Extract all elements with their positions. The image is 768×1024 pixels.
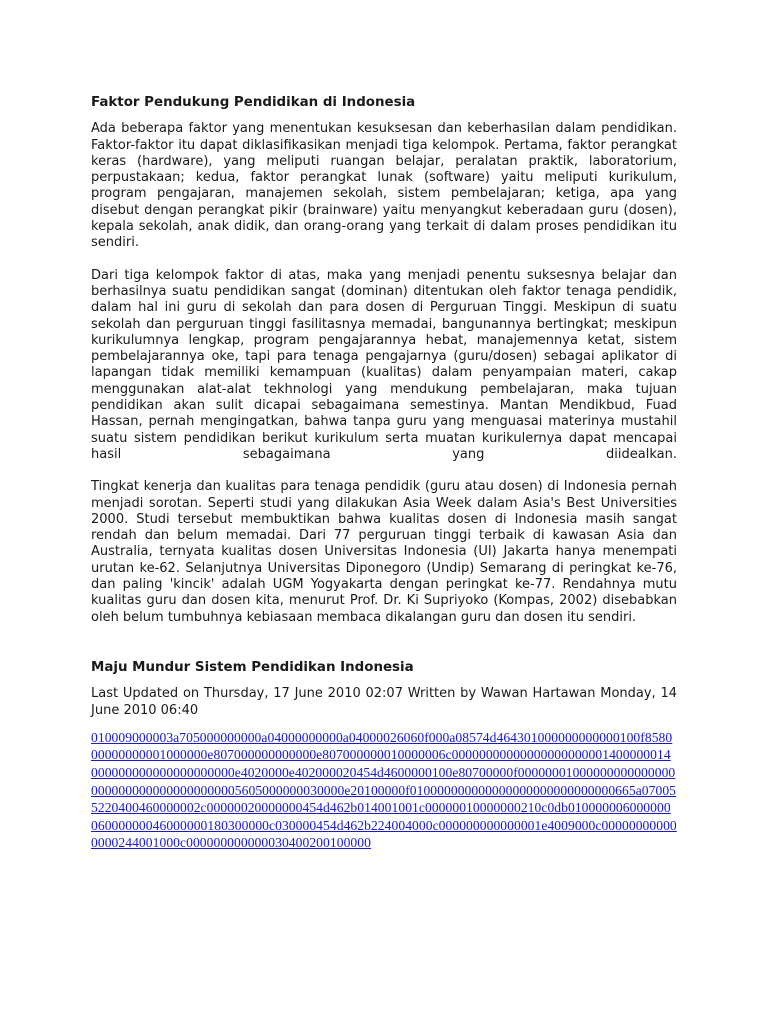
section-title-faktor-pendukung: Faktor Pendukung Pendidikan di Indonesia [91,95,416,110]
paragraph-faktor-3: Tingkat kenerja dan kualitas para tenaga pendidik (guru atau dosen) di Indonesia pernah menjadi sorotan. Seperti studi yang dilakukan Asia Week dalam Asia's Best Universities 2000. Studi tersebut membuktikan bahwa kualitas dosen di Indonesia masih sangat rendah dan belum memadai. Dari 77 perguruan tinggi terbaik di kawasan Asia dan Australia, ternyata kualitas dosen Universitas Indonesia (UI) Jakarta hanya menempati urutan ke-62. Selanjutnya Universitas Diponegoro (Undip) Semarang di peringkat ke-76, dan paling 'kincik' adalah UGM Yogyakarta dengan peringkat ke-77. Rendahnya mutu kualitas guru dan dosen kita, menurut Prof. Dr. Ki Supriyoko (Kompas, 2002) disebabkan oleh belum tumbuhnya kebiasaan membaca dikalangan guru dan dosen itu sendiri. [91,479,677,625]
document-page [91,95,677,852]
section-title-maju-mundur: Maju Mundur Sistem Pendidikan Indonesia [91,659,414,675]
paragraph-faktor-1: Ada beberapa faktor yang menentukan kesuksesan dan keberhasilan dalam pendidikan. Faktor-faktor itu dapat diklasifikasikan menjadi tiga kelompok. Pertama, faktor perangkat keras (hardware), yang meliputi ruangan belajar, peralatan praktik, laboratorium, perpustakaan; kedua, faktor perangkat lunak (software) yaitu meliputi kurikulum, program pengajaran, manajemen sekolah, sistem pembelajaran; ketiga, apa yang disebut dengan perangkat pikir (brainware) yaitu menyangkut keberadaan guru (dosen), kepala sekolah, anak didik, dan orang-orang yang terkait di dalam proses pendidikan itu sendiri. [91,121,677,251]
paragraph-faktor-2: Dari tiga kelompok faktor di atas, maka yang menjadi penentu suksesnya belajar dan berhasilnya suatu pendidikan sangat (dominan) ditentukan oleh faktor tenaga pendidik, dalam hal ini guru di sekolah dan para dosen di Perguruan Tinggi. Meskipun di suatu sekolah dan perguruan tinggi fasilitasnya memadai, bangunannya bertingkat; meskipun kurikulumnya lengkap, program pengajarannya hebat, manajemennya ketat, sistem pembelajarannya oke, tapi para tenaga pengajarnya (guru/dosen) sebagai aplikator di lapangan tidak memiliki kemampuan (kualitas) dalam penyampaian materi, cakap menggunakan alat-alat tekhnologi yang mendukung pembelajaran, maka tujuan pendidikan akan sulit dicapai sebagaimana semestinya. Mantan Mendikbud, Fuad Hassan, pernah mengingatkan, bahwa tanpa guru yang menguasai materinya mustahil suatu sistem pendidikan berikut kurikulum serta muatan kurikulernya dapat mencapai hasil sebagaimana yang diidealkan. [91,267,677,462]
embedded-image-hex-link[interactable]: 010009000003a705000000000a04000000000a04000026060f000a08574d464301000000000000100f858000000000001000000e807000000000000e807000000010000006c00000000000000000000001400000014000000000000000000000e4020000e402000020454d4600000100e80700000f000000010000000000000000000000000000000000005605000000030000e20100000f010000000000000000000000000000665a070055220400460000002c00000020000000454d462b014001001c00000010000000210c0db01000000600000006000000046000000180300000c030000454d462b224004000c000000000000001e4009000c000000000000000244001000c000000000000030400200100000 [91,729,677,851]
section-spacer [91,642,677,660]
article-meta-info: Last Updated on Thursday, 17 June 2010 02:07 Written by Wawan Hartawan Monday, 14 June 2010 06:40 [91,686,677,718]
